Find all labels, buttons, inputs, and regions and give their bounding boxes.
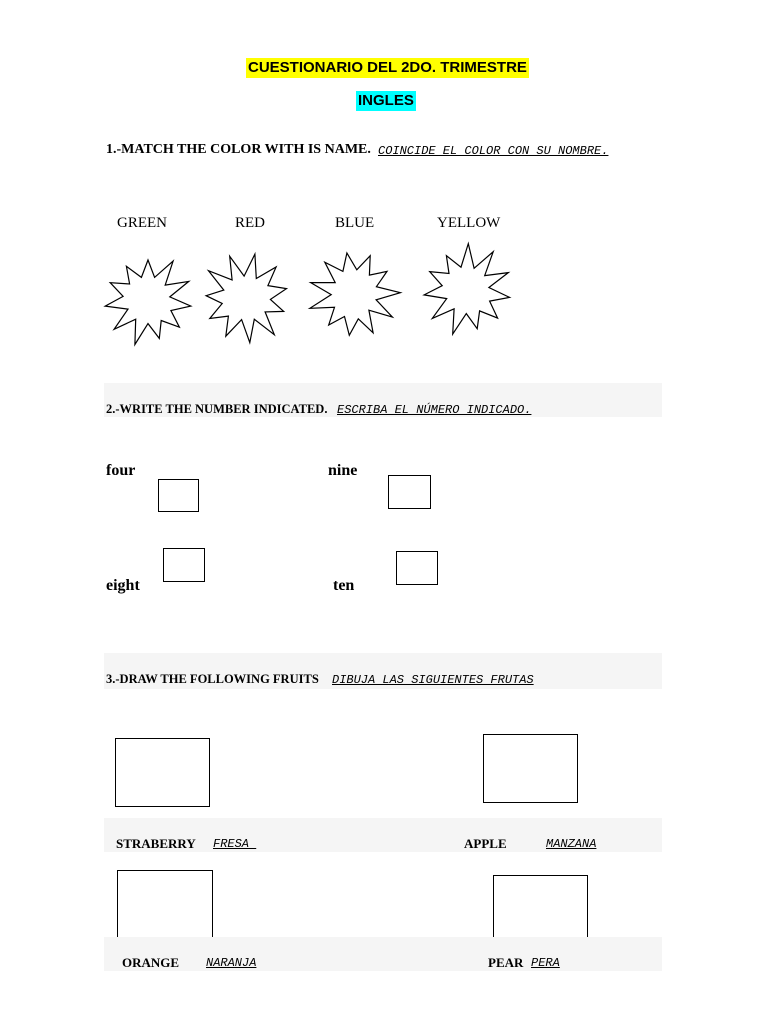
number-word-four: four bbox=[106, 462, 136, 479]
fruit-row-band-2 bbox=[104, 937, 662, 971]
worksheet-title: CUESTIONARIO DEL 2DO. TRIMESTRE bbox=[248, 59, 527, 76]
drawing-box-orange[interactable] bbox=[117, 870, 213, 938]
fruit-label-strawberry-es: FRESA bbox=[213, 837, 257, 851]
fruit-label-apple: APPLE bbox=[464, 836, 507, 851]
number-word-nine: nine bbox=[328, 462, 358, 479]
fruit-label-pear: PEAR bbox=[488, 955, 524, 970]
subject-title: INGLES bbox=[358, 92, 414, 109]
answer-box-ten[interactable] bbox=[396, 551, 438, 585]
section1-prompt-es: COINCIDE EL COLOR CON SU NOMBRE. bbox=[378, 144, 609, 158]
color-label-yellow: YELLOW bbox=[437, 215, 501, 231]
color-label-blue: BLUE bbox=[335, 215, 375, 231]
number-word-eight: eight bbox=[106, 577, 140, 594]
fruit-label-apple-es: MANZANA bbox=[546, 837, 597, 851]
fruit-label-strawberry: STRABERRY bbox=[116, 836, 196, 851]
section2-prompt: 2.-WRITE THE NUMBER INDICATED. bbox=[106, 402, 328, 416]
fruit-label-orange-es: NARANJA bbox=[206, 956, 257, 970]
fruit-label-orange: ORANGE bbox=[122, 955, 180, 970]
section3-prompt-es: DIBUJA LAS SIGUIENTES FRUTAS bbox=[332, 673, 534, 687]
color-label-red: RED bbox=[235, 215, 265, 231]
drawing-box-apple[interactable] bbox=[483, 734, 578, 803]
answer-box-eight[interactable] bbox=[163, 548, 205, 582]
section2-prompt-es: ESCRIBA EL NÚMERO INDICADO. bbox=[337, 403, 532, 417]
answer-box-four[interactable] bbox=[158, 479, 199, 512]
color-label-green: GREEN bbox=[117, 215, 167, 231]
fruit-label-pear-es: PERA bbox=[531, 956, 560, 970]
number-word-ten: ten bbox=[333, 577, 355, 594]
section3-prompt: 3.-DRAW THE FOLLOWING FRUITS bbox=[106, 672, 319, 686]
section1-prompt: 1.-MATCH THE COLOR WITH IS NAME. bbox=[106, 142, 371, 157]
answer-box-nine[interactable] bbox=[388, 475, 431, 509]
starburst-outline bbox=[424, 244, 510, 335]
drawing-box-pear[interactable] bbox=[493, 875, 588, 944]
drawing-box-strawberry[interactable] bbox=[115, 738, 210, 807]
